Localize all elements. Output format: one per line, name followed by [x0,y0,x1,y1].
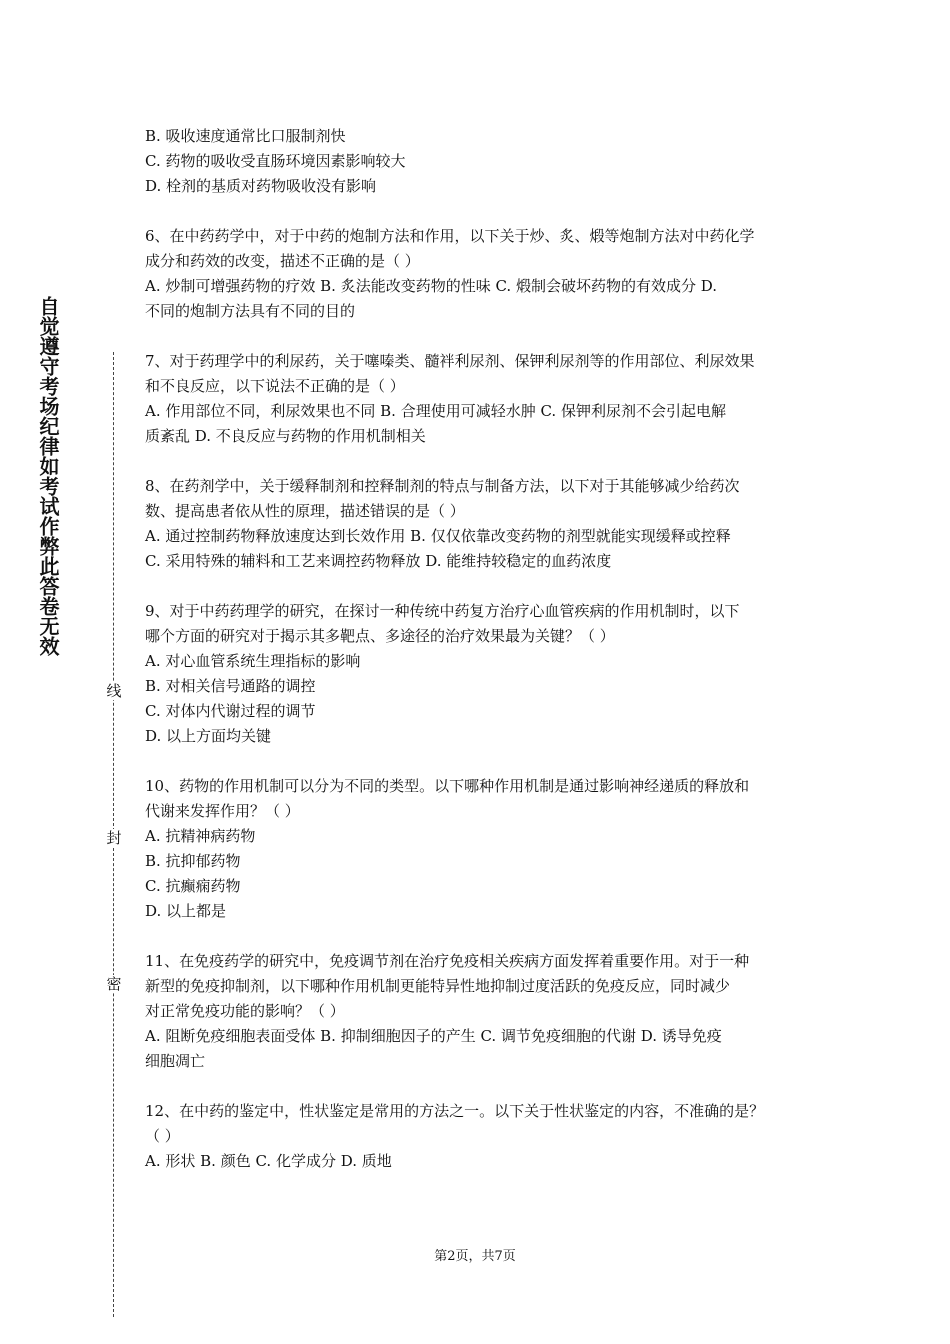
option-line: C. 采用特殊的辅料和工艺来调控药物释放 D. 能维持较稳定的血药浓度 [145,552,612,570]
option-line: B. 吸收速度通常比口服制剂快 [145,127,346,145]
option-line: C. 抗癫痫药物 [145,877,241,895]
question-text: 对正常免疫功能的影响？（ ） [145,1002,345,1020]
question-5-continued [145,124,815,199]
binding-mark-seal: 封 [104,829,124,847]
binding-mark-line: 线 [104,682,124,700]
question-text: 11、在免疫药学的研究中，免疫调节剂在治疗免疫相关疾病方面发挥着重要作用。对于一种 [145,952,750,970]
question-text: 代谢来发挥作用？（ ） [145,802,300,820]
option-line: D. 栓剂的基质对药物吸收没有影响 [145,177,377,195]
question-8 [145,474,815,574]
question-text: 12、在中药的鉴定中，性状鉴定是常用的方法之一。以下关于性状鉴定的内容，不准确的是？ [145,1102,765,1120]
option-line: A. 形状 B. 颜色 C. 化学成分 D. 质地 [145,1152,392,1170]
question-10 [145,774,815,924]
page-number: 第2页，共7页 [434,1249,516,1264]
option-line: D. 以上都是 [145,902,227,920]
question-text: 9、对于中药药理学的研究，在探讨一种传统中药复方治疗心血管疾病的作用机制时，以下 [145,602,740,620]
question-7 [145,349,815,449]
option-line: A. 对心血管系统生理指标的影响 [145,652,361,670]
option-line: A. 通过控制药物释放速度达到长效作用 B. 仅仅依靠改变药物的剂型就能实现缓释或控释 [145,527,731,545]
question-text: 数、提高患者依从性的原理，描述错误的是（ ） [145,502,465,520]
question-text: 10、药物的作用机制可以分为不同的类型。以下哪种作用机制是通过影响神经递质的释放和 [145,777,750,795]
question-text: 和不良反应，以下说法不正确的是（ ） [145,377,405,395]
question-12 [145,1099,815,1174]
option-line: A. 阻断免疫细胞表面受体 B. 抑制细胞因子的产生 C. 调节免疫细胞的代谢 D. 诱导免疫 [145,1027,722,1045]
question-text: 7、对于药理学中的利尿药，关于噻嗪类、髓袢利尿剂、保钾利尿剂等的作用部位、利尿效果 [145,352,755,370]
option-line: D. 以上方面均关键 [145,727,272,745]
question-6 [145,224,815,324]
option-line: B. 对相关信号通路的调控 [145,677,316,695]
option-line: 不同的炮制方法具有不同的目的 [145,302,356,320]
question-text: 新型的免疫抑制剂，以下哪种作用机制更能特异性地抑制过度活跃的免疫反应，同时减少 [145,977,731,995]
option-line: C. 对体内代谢过程的调节 [145,702,316,720]
question-9 [145,599,815,749]
exam-discipline-notice: 自觉遵守考场纪律如考试作弊此答卷无效 [36,296,60,656]
option-line: C. 药物的吸收受直肠环境因素影响较大 [145,152,406,170]
question-text: （ ） [145,1127,180,1145]
binding-mark-secret: 密 [104,975,124,993]
option-line: 细胞凋亡 [145,1052,206,1070]
question-text: 6、在中药药学中，对于中药的炮制方法和作用，以下关于炒、炙、煅等炮制方法对中药化学 [145,227,755,245]
option-line: A. 抗精神病药物 [145,827,256,845]
question-text: 哪个方面的研究对于揭示其多靶点、多途径的治疗效果最为关键？（ ） [145,627,615,645]
option-line: 质紊乱 D. 不良反应与药物的作用机制相关 [145,427,426,445]
question-text: 8、在药剂学中，关于缓释制剂和控释制剂的特点与制备方法，以下对于其能够减少给药次 [145,477,740,495]
question-11 [145,949,815,1074]
question-text: 成分和药效的改变，描述不正确的是（ ） [145,252,420,270]
question-list [145,124,815,1199]
option-line: A. 作用部位不同，利尿效果也不同 B. 合理使用可减轻水肿 C. 保钾利尿剂不会引起电解 [145,402,726,420]
option-line: A. 炒制可增强药物的疗效 B. 炙法能改变药物的性味 C. 煅制会破坏药物的有效成分 D. [145,277,717,295]
option-line: B. 抗抑郁药物 [145,852,241,870]
